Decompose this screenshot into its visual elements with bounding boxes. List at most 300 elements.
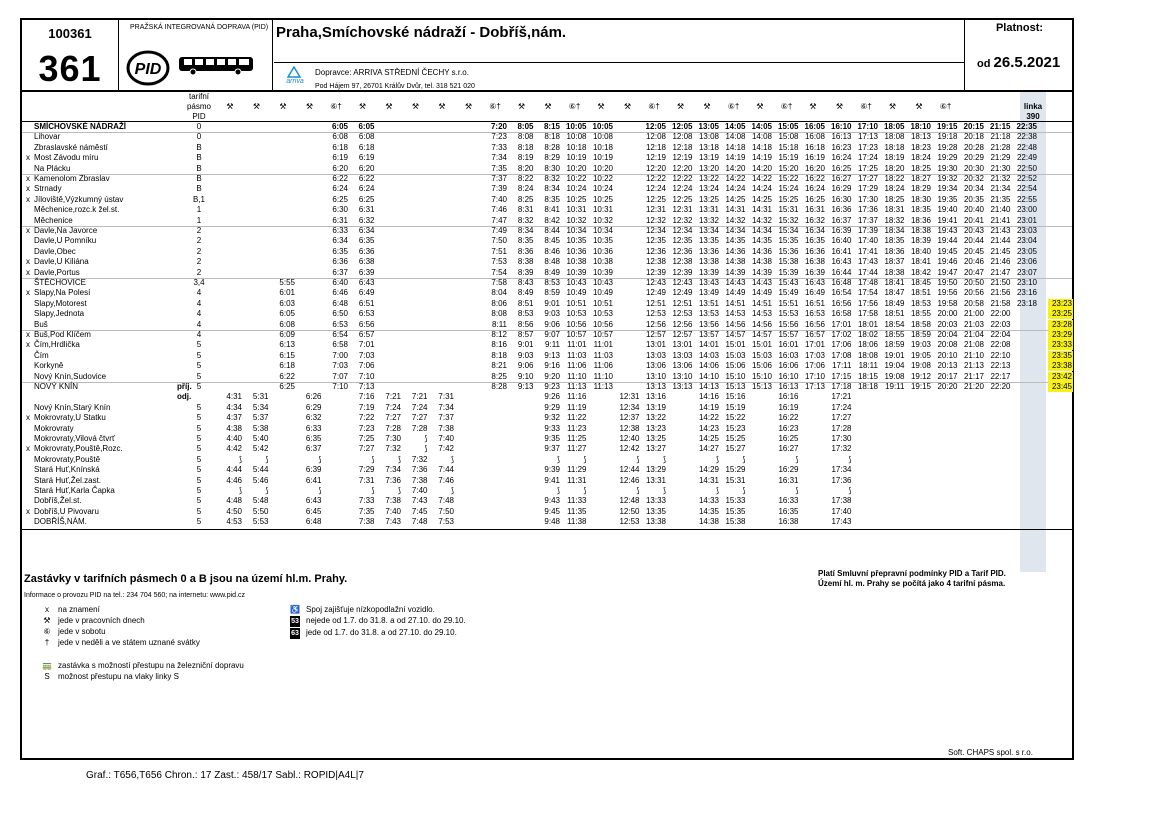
time-cell: 10:20 [566, 163, 587, 173]
time-cell: 9:07 [544, 330, 560, 339]
time-cell: 11:38 [567, 517, 587, 527]
time-cell: 18:42 [910, 267, 931, 277]
time-cell: 19:50 [937, 278, 958, 287]
line-number: 361 [38, 48, 102, 89]
time-cell: 17:27 [831, 413, 852, 423]
time-cell: 16:43 [831, 257, 852, 267]
time-cell: 4:37 [226, 413, 242, 423]
time-cell: 7:34 [438, 402, 454, 412]
time-cell: 23:06 [1016, 257, 1037, 267]
time-cell: 22:00 [990, 309, 1011, 319]
time-cell: 11:01 [567, 340, 587, 350]
time-cell: 7:28 [411, 423, 428, 433]
time-cell: 12:35 [672, 236, 693, 246]
time-cell: 17:01 [804, 340, 825, 350]
time-cell: 11:10 [593, 371, 613, 381]
time-cell: 16:56 [804, 319, 825, 329]
time-cell: 20:43 [963, 226, 984, 235]
time-cell: ⟆ [238, 486, 242, 495]
header-separator [22, 121, 1072, 122]
time-cell: 12:43 [672, 278, 693, 287]
time-cell: 7:38 [358, 517, 375, 527]
time-cell: 18:35 [884, 236, 905, 246]
time-cell: 20:35 [963, 194, 984, 204]
stop-zone: 5 [196, 413, 202, 423]
time-cell: 15:51 [778, 298, 799, 308]
day-symbol: ⚒ [703, 102, 711, 111]
time-cell: ⟆ [742, 454, 746, 464]
time-cell: 18:49 [884, 298, 905, 308]
time-cell: 11:27 [567, 444, 587, 454]
request-stop-mark: x [26, 267, 30, 277]
time-cell: 6:05 [279, 309, 295, 319]
stop-name: Slapy,Jednota [34, 309, 85, 319]
stop-zone: 5 [196, 506, 202, 516]
stop-zone: 4 [196, 309, 202, 319]
time-cell: 14:32 [725, 215, 746, 225]
stop-zone: B [196, 174, 202, 183]
time-cell: 17:21 [831, 392, 852, 402]
time-cell: 12:35 [645, 236, 666, 246]
time-cell: 5:55 [279, 278, 295, 287]
time-cell: 12:08 [672, 132, 693, 142]
time-cell: 5:37 [252, 413, 269, 423]
stop-name: Davle,U Kiliána [34, 257, 89, 267]
time-cell: 12:34 [645, 226, 666, 235]
time-cell: 12:08 [645, 132, 666, 142]
route-title: Praha,Smíchovské nádraží - Dobříš,nám. [276, 24, 567, 41]
legend-item [284, 615, 466, 627]
time-cell: 8:41 [544, 205, 560, 215]
legend-symbol: S [44, 672, 50, 681]
time-cell: 7:00 [332, 350, 348, 360]
time-cell: 9:03 [544, 309, 560, 319]
time-cell: 8:42 [544, 215, 560, 225]
time-cell: 7:48 [411, 517, 428, 527]
time-cell: 12:19 [672, 153, 693, 163]
time-cell: 10:49 [566, 288, 587, 298]
time-cell: 17:08 [831, 350, 852, 360]
time-cell: 16:58 [831, 309, 852, 319]
time-cell: 15:35 [725, 506, 746, 516]
time-cell: 21:40 [990, 205, 1011, 215]
time-cell: 7:23 [358, 423, 375, 433]
time-cell: 7:20 [490, 122, 507, 131]
time-cell: ⟆ [795, 486, 799, 495]
time-cell: 13:16 [645, 392, 666, 402]
time-cell: 14:56 [725, 319, 746, 329]
time-cell: 18:45 [910, 278, 931, 287]
stop-zone: 5 [196, 496, 202, 506]
time-cell: 10:34 [592, 226, 613, 235]
time-cell: 14:24 [725, 184, 746, 194]
time-cell: ⟆ [795, 454, 799, 464]
time-cell: 6:09 [279, 330, 295, 339]
time-cell: 19:46 [937, 257, 958, 267]
time-cell: 17:36 [831, 475, 852, 485]
stop-zone: 5 [196, 444, 202, 454]
time-cell: 5:44 [252, 465, 269, 475]
time-cell: 10:51 [592, 298, 613, 308]
stop-name: Stará Huť,Karla Čapka [34, 486, 115, 495]
time-cell: 17:23 [857, 142, 878, 152]
stop-name: Na Plácku [34, 163, 71, 173]
stop-zone: 2 [196, 267, 202, 277]
time-cell: 8:51 [517, 298, 534, 308]
time-cell: 16:32 [804, 215, 825, 225]
legend-item [284, 604, 466, 615]
time-cell: 17:30 [831, 434, 852, 443]
time-cell: 15:39 [778, 267, 799, 277]
time-cell: 18:51 [884, 309, 905, 319]
time-cell: 9:01 [544, 298, 560, 308]
time-cell: 16:27 [778, 444, 799, 454]
time-cell: 16:20 [804, 163, 825, 173]
time-cell: 22:08 [990, 340, 1011, 350]
time-cell: 13:06 [645, 361, 666, 371]
legend-item [36, 671, 244, 682]
time-cell: 17:39 [857, 226, 878, 235]
time-cell: 10:36 [592, 246, 613, 256]
time-cell: 18:54 [884, 319, 905, 329]
time-cell: 4:42 [226, 444, 242, 454]
time-cell: 6:43 [358, 278, 375, 287]
time-cell: 21:56 [990, 288, 1011, 298]
time-cell: ⟆ [371, 486, 375, 495]
time-cell: 6:24 [332, 184, 348, 194]
time-cell: 18:08 [857, 350, 878, 360]
time-cell: 19:08 [910, 361, 931, 371]
stop-zone: 4 [196, 319, 202, 329]
time-cell: 8:11 [492, 319, 507, 329]
time-cell: 16:33 [778, 496, 799, 506]
time-cell: ⟆ [318, 486, 322, 495]
legend-symbol [284, 615, 306, 627]
day-symbol: ⑥† [568, 102, 581, 111]
time-cell: 6:54 [332, 330, 348, 339]
time-cell: 7:13 [358, 382, 375, 391]
time-cell: 15:25 [778, 194, 799, 204]
operator-info [315, 66, 475, 94]
time-cell: ⟆ [424, 434, 428, 443]
legend-item [36, 637, 200, 648]
time-cell: 6:18 [279, 361, 295, 371]
time-cell: 18:24 [910, 153, 931, 163]
legend-text: nejede od 1.7. do 31.8. a od 27.10. do 29.10. [306, 616, 466, 625]
request-stop-mark: x [26, 226, 30, 235]
time-cell: 16:10 [778, 371, 799, 381]
time-cell: 21:30 [990, 163, 1011, 173]
stop-name: Slapy,Motorest [34, 298, 87, 308]
time-cell: 5:42 [252, 444, 269, 454]
time-cell: 7:27 [385, 413, 401, 423]
time-cell: 6:39 [305, 465, 322, 475]
time-cell: 15:22 [778, 174, 799, 183]
time-cell: 13:31 [645, 475, 666, 485]
time-cell: 21:32 [990, 174, 1011, 183]
time-cell: 13:05 [698, 122, 719, 131]
time-cell: 20:15 [963, 122, 984, 131]
time-cell: 16:22 [804, 174, 825, 183]
stop-zone: 1 [196, 205, 202, 215]
time-cell: 13:06 [672, 361, 693, 371]
time-cell: 15:16 [725, 392, 746, 402]
time-cell: 8:04 [491, 288, 507, 298]
time-cell: 18:55 [910, 309, 931, 319]
stop-name: Lihovar [34, 132, 61, 142]
time-cell: 6:33 [332, 226, 348, 235]
time-cell: 7:03 [358, 350, 375, 360]
time-cell: 4:31 [226, 392, 242, 402]
time-cell: 19:35 [937, 194, 958, 204]
time-cell: 8:28 [491, 382, 507, 391]
time-cell: 11:22 [567, 413, 587, 423]
time-cell: ⟆ [450, 486, 454, 495]
time-cell: 20:18 [963, 132, 984, 142]
time-cell: 6:43 [305, 496, 322, 506]
time-cell: ⟆ [662, 454, 666, 464]
time-cell: 15:53 [778, 309, 799, 319]
time-cell: 18:22 [884, 174, 905, 183]
operator-name: Dopravce: ARRIVA STŘEDNÍ ČECHY s.r.o. [315, 68, 469, 77]
time-cell: 6:18 [358, 142, 375, 152]
time-cell: 10:32 [592, 215, 613, 225]
time-cell: 12:51 [672, 298, 693, 308]
time-cell: 14:13 [698, 382, 719, 391]
time-cell: 6:40 [332, 278, 348, 287]
time-cell: 6:57 [358, 330, 375, 339]
time-cell: 18:41 [910, 257, 931, 267]
time-cell: 15:36 [778, 246, 799, 256]
time-cell: 6:35 [332, 246, 348, 256]
time-cell: 10:25 [566, 194, 587, 204]
time-cell: 16:08 [804, 132, 825, 142]
time-cell: 16:23 [831, 142, 852, 152]
time-cell: 7:10 [358, 371, 375, 381]
time-cell: 13:19 [645, 402, 666, 412]
operator-address: Pod Hájem 97, 26701 Králův Dvůr, tel. 318 521 020 [315, 83, 475, 90]
time-cell: 15:06 [725, 361, 746, 371]
time-cell: 12:48 [619, 496, 640, 506]
time-cell: 10:56 [592, 319, 613, 329]
time-cell: 15:25 [725, 434, 746, 443]
time-cell: 12:36 [645, 246, 666, 256]
time-cell: 14:19 [751, 153, 772, 163]
time-cell: 20:10 [937, 350, 958, 360]
time-cell: 16:23 [778, 423, 799, 433]
time-cell: 16:44 [831, 267, 852, 277]
time-cell: 8:49 [544, 267, 560, 277]
time-cell: 15:10 [725, 371, 746, 381]
time-cell: 14:25 [725, 194, 746, 204]
time-cell: 6:51 [358, 298, 375, 308]
time-cell: 9:37 [544, 444, 560, 454]
time-cell: 20:20 [937, 382, 958, 391]
time-cell: 7:07 [332, 371, 348, 381]
time-cell: 15:27 [725, 444, 746, 454]
extra-time-cell: 23:23 [1048, 299, 1073, 309]
time-cell: 13:18 [698, 142, 719, 152]
stop-name: Čím [34, 350, 49, 360]
time-cell: 23:03 [1016, 226, 1037, 235]
time-cell: 15:38 [725, 517, 746, 527]
time-cell: 7:36 [385, 475, 401, 485]
time-cell: 18:25 [910, 163, 931, 173]
time-cell: 21:46 [990, 257, 1011, 267]
time-cell: 10:43 [592, 278, 613, 287]
time-cell: 22:49 [1016, 153, 1037, 163]
time-cell: ⟆ [636, 454, 640, 464]
time-cell: ⟆ [371, 454, 375, 464]
day-symbol: ⚒ [676, 102, 685, 111]
legend-text: na znamení [58, 605, 100, 614]
time-cell: 13:25 [645, 434, 666, 443]
time-cell: 13:13 [645, 382, 666, 391]
time-cell: 8:08 [491, 309, 507, 319]
time-cell: 15:01 [751, 340, 772, 350]
time-cell: 14:49 [751, 288, 772, 298]
time-cell: 10:43 [566, 278, 587, 287]
time-cell: 6:32 [358, 215, 375, 225]
time-cell: 7:35 [491, 163, 507, 173]
time-cell: 14:10 [698, 371, 719, 381]
time-cell: 8:44 [544, 226, 560, 235]
time-cell: 16:56 [831, 298, 852, 308]
time-cell: 12:31 [645, 205, 666, 215]
time-cell: 10:05 [566, 122, 587, 131]
time-cell: 21:43 [990, 226, 1011, 235]
time-cell: 8:48 [544, 257, 560, 267]
time-cell: 7:28 [385, 423, 401, 433]
time-cell: 13:22 [645, 413, 666, 423]
time-cell: 7:40 [491, 194, 507, 204]
time-cell: 18:41 [884, 278, 905, 287]
time-cell: 13:38 [645, 517, 666, 527]
stop-name: Mokrovraty,Pouště [34, 454, 101, 464]
stop-zone: 5 [196, 475, 202, 485]
time-cell: 19:47 [937, 267, 958, 277]
time-cell: 10:24 [566, 184, 587, 194]
stop-zone: B [196, 153, 202, 163]
time-cell: ⟆ [742, 486, 746, 495]
time-cell: 7:46 [491, 205, 507, 215]
stop-zone: 5 [196, 402, 202, 412]
validity-label: Platnost: [995, 22, 1044, 34]
time-cell: 21:18 [990, 132, 1011, 142]
time-cell: 7:49 [491, 226, 507, 235]
time-cell: 17:58 [857, 309, 878, 319]
time-cell: 18:19 [884, 153, 905, 163]
time-cell: 7:38 [438, 423, 454, 433]
stop-name: Čím,Hrdlička [34, 340, 80, 350]
legend-symbol: ⚒ [43, 616, 51, 625]
time-cell: ⟆ [450, 454, 454, 464]
time-cell: 18:24 [884, 184, 905, 194]
time-cell: 10:51 [566, 298, 587, 308]
request-stop-mark: x [26, 184, 30, 194]
time-cell: 16:36 [831, 205, 852, 215]
stop-name: Nový Knín,Starý Knín [34, 402, 111, 412]
time-cell: 7:34 [385, 465, 401, 475]
time-cell: 12:38 [672, 257, 693, 267]
legend-symbol [284, 627, 306, 639]
time-cell: 6:25 [279, 382, 295, 391]
time-cell: 12:36 [672, 246, 693, 256]
time-cell: 19:45 [937, 246, 958, 256]
time-cell: 5:50 [252, 506, 269, 516]
time-cell: 7:29 [358, 465, 375, 475]
time-cell: 12:24 [672, 184, 693, 194]
time-cell: 10:39 [566, 267, 587, 277]
time-cell: 10:56 [566, 319, 587, 329]
time-cell: 8:39 [517, 267, 534, 277]
time-cell: 7:24 [411, 402, 428, 412]
time-cell: 8:35 [517, 236, 534, 246]
stop-zone: 5 [196, 423, 202, 433]
request-stop-mark: x [26, 444, 30, 454]
time-cell: 12:18 [672, 142, 693, 152]
time-cell: 10:31 [566, 205, 587, 215]
time-cell: 9:23 [544, 382, 560, 391]
time-cell: 5:34 [252, 402, 269, 412]
time-cell: 6:35 [358, 236, 375, 246]
time-cell: 18:06 [857, 340, 878, 350]
time-cell: 14:53 [751, 309, 772, 319]
time-cell: 14:38 [751, 257, 772, 267]
time-cell: 18:58 [910, 319, 931, 329]
day-symbol: ⚒ [835, 102, 844, 111]
legend-left [36, 604, 200, 648]
time-cell: 11:03 [593, 350, 613, 360]
time-cell: 6:26 [305, 392, 322, 402]
time-cell: 22:10 [990, 350, 1011, 360]
time-cell: 16:19 [804, 153, 825, 163]
time-cell: 14:08 [725, 132, 746, 142]
time-cell: 8:21 [491, 361, 507, 371]
time-cell: 14:27 [698, 444, 719, 454]
time-cell: 14:06 [698, 361, 719, 371]
time-cell: 17:37 [857, 215, 878, 225]
time-cell: 14:03 [698, 350, 719, 360]
time-cell: 13:10 [672, 371, 693, 381]
time-cell: 17:06 [804, 361, 825, 371]
time-cell: 19:30 [937, 163, 958, 173]
time-cell: 20:46 [963, 257, 984, 267]
time-cell: 10:53 [592, 309, 613, 319]
time-cell: ⟆ [397, 486, 401, 495]
time-cell: 4:50 [226, 506, 242, 516]
time-cell: 7:50 [438, 506, 454, 516]
time-cell: 7:03 [332, 361, 348, 371]
time-cell: 14:22 [725, 174, 746, 183]
time-cell: 17:10 [804, 371, 825, 381]
time-cell: 15:49 [778, 288, 799, 298]
time-cell: 9:43 [544, 496, 560, 506]
time-cell: 6:50 [332, 309, 348, 319]
time-cell: 8:06 [491, 298, 507, 308]
time-cell: 7:22 [358, 413, 375, 423]
time-cell: 12:56 [645, 319, 666, 329]
time-cell: 15:34 [778, 226, 799, 235]
time-cell: 14:34 [751, 226, 772, 235]
time-cell: 14:57 [725, 330, 746, 339]
stop-name: Stará Huť,Žel.zast. [34, 475, 102, 485]
time-cell: 11:13 [593, 382, 613, 391]
time-cell: 8:12 [491, 330, 507, 339]
stop-zone: 0 [196, 122, 202, 131]
time-cell: 10:24 [592, 184, 613, 194]
time-cell: 14:25 [698, 434, 719, 443]
